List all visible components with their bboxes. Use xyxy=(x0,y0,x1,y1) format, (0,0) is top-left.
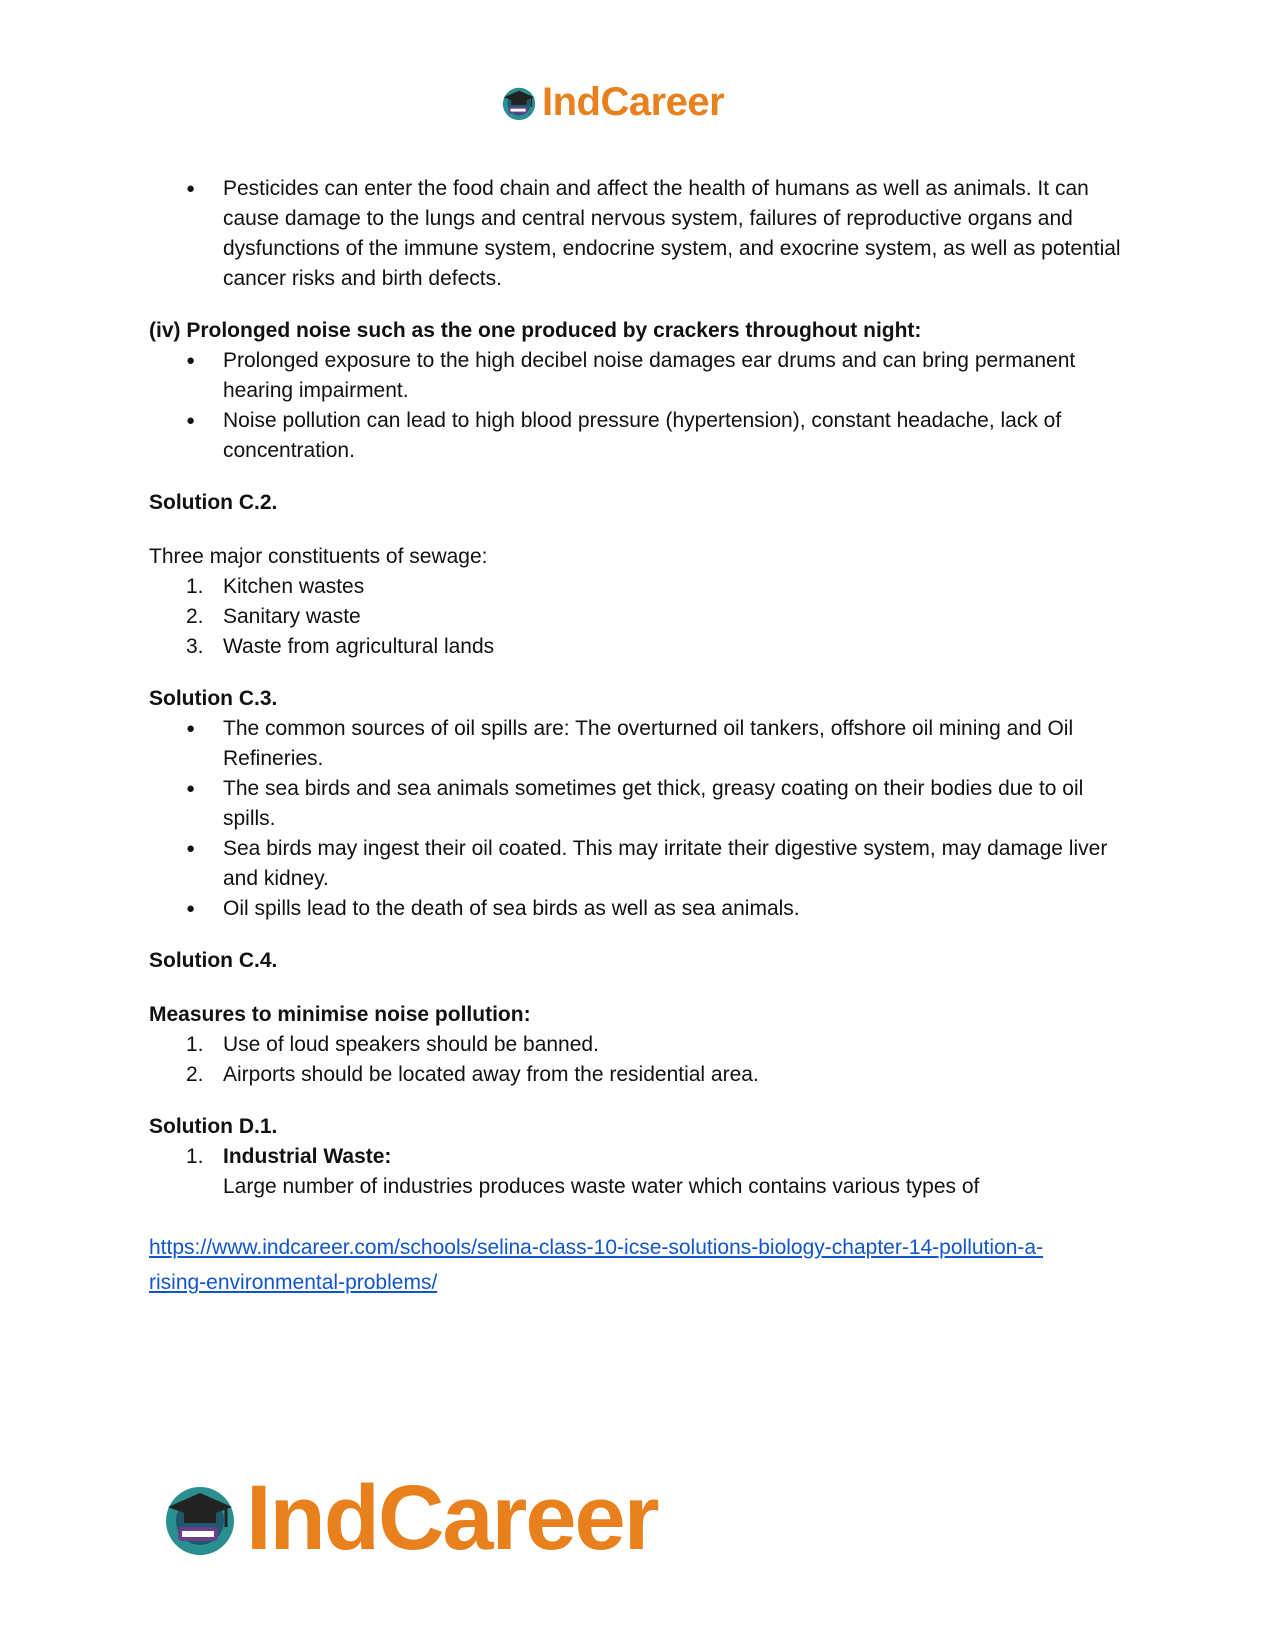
list-item: ● Sea birds may ingest their oil coated. This may irritate their digestive system, may damage liver and kidney. xyxy=(149,834,1129,894)
source-link[interactable]: https://www.indcareer.com/schools/selina-class-10-icse-solutions-biology-chapter-14-pollution-a- rising-environmental-problems/ xyxy=(149,1236,1044,1294)
item-title: Industrial Waste: xyxy=(223,1145,392,1168)
list-item: ● Prolonged exposure to the high decibel noise damages ear drums and can bring permanent hearing impairment. xyxy=(149,346,1129,406)
graduation-cap-icon xyxy=(160,1479,240,1559)
list-item: 2. Airports should be located away from the residential area. xyxy=(186,1063,759,1086)
pesticides-list xyxy=(149,174,1129,294)
solution-c2-heading: Solution C.2. xyxy=(149,491,278,514)
header-logo xyxy=(500,80,724,125)
list-item: 1. Kitchen wastes xyxy=(186,575,365,598)
list-item: ● The sea birds and sea animals sometimes get thick, greasy coating on their bodies due to oil spills. xyxy=(149,774,1129,834)
oil-spill-list xyxy=(149,714,1129,924)
noise-heading: (iv) Prolonged noise such as the one produced by crackers throughout night: xyxy=(149,319,922,342)
list-item: ● Noise pollution can lead to high blood pressure (hypertension), constant headache, lack of concentration. xyxy=(149,406,1129,466)
solution-d1-heading: Solution D.1. xyxy=(149,1115,278,1138)
list-item: 2. Sanitary waste xyxy=(186,605,361,628)
list-item: ● Pesticides can enter the food chain and affect the health of humans as well as animals. It can cause damage to the lungs and central nervous system, failures of reproductive organs and dysfunctions of the immune system, endocrine system, and exocrine system, as well as potential cancer risks and birth defects. xyxy=(149,174,1129,294)
waste-types-list xyxy=(149,1142,1129,1202)
document-body xyxy=(149,174,1129,1300)
solution-c4-heading: Solution C.4. xyxy=(149,949,278,972)
sewage-intro: Three major constituents of sewage: xyxy=(149,545,488,568)
solution-c3-heading: Solution C.3. xyxy=(149,687,278,710)
brand-name: IndCareer xyxy=(246,1467,658,1569)
footer-logo xyxy=(160,1466,658,1571)
graduation-cap-icon xyxy=(500,84,538,122)
list-item: 3. Waste from agricultural lands xyxy=(186,635,495,658)
noise-list xyxy=(149,346,1129,466)
list-item: ● The common sources of oil spills are: The overturned oil tankers, offshore oil mining and Oil Refineries. xyxy=(149,714,1129,774)
noise-measures-list xyxy=(149,1030,1129,1090)
list-item: ● Oil spills lead to the death of sea birds as well as sea animals. xyxy=(149,894,1129,924)
list-item: 1. Use of loud speakers should be banned. xyxy=(186,1033,599,1056)
brand-name: IndCareer xyxy=(542,80,725,124)
list-item: 1. Industrial Waste: Large number of industries produces waste water which contains various types of xyxy=(186,1145,980,1198)
sewage-list xyxy=(149,572,1129,662)
noise-measures-heading: Measures to minimise noise pollution: xyxy=(149,1003,531,1026)
item-text: Large number of industries produces waste water which contains various types of xyxy=(223,1175,980,1198)
